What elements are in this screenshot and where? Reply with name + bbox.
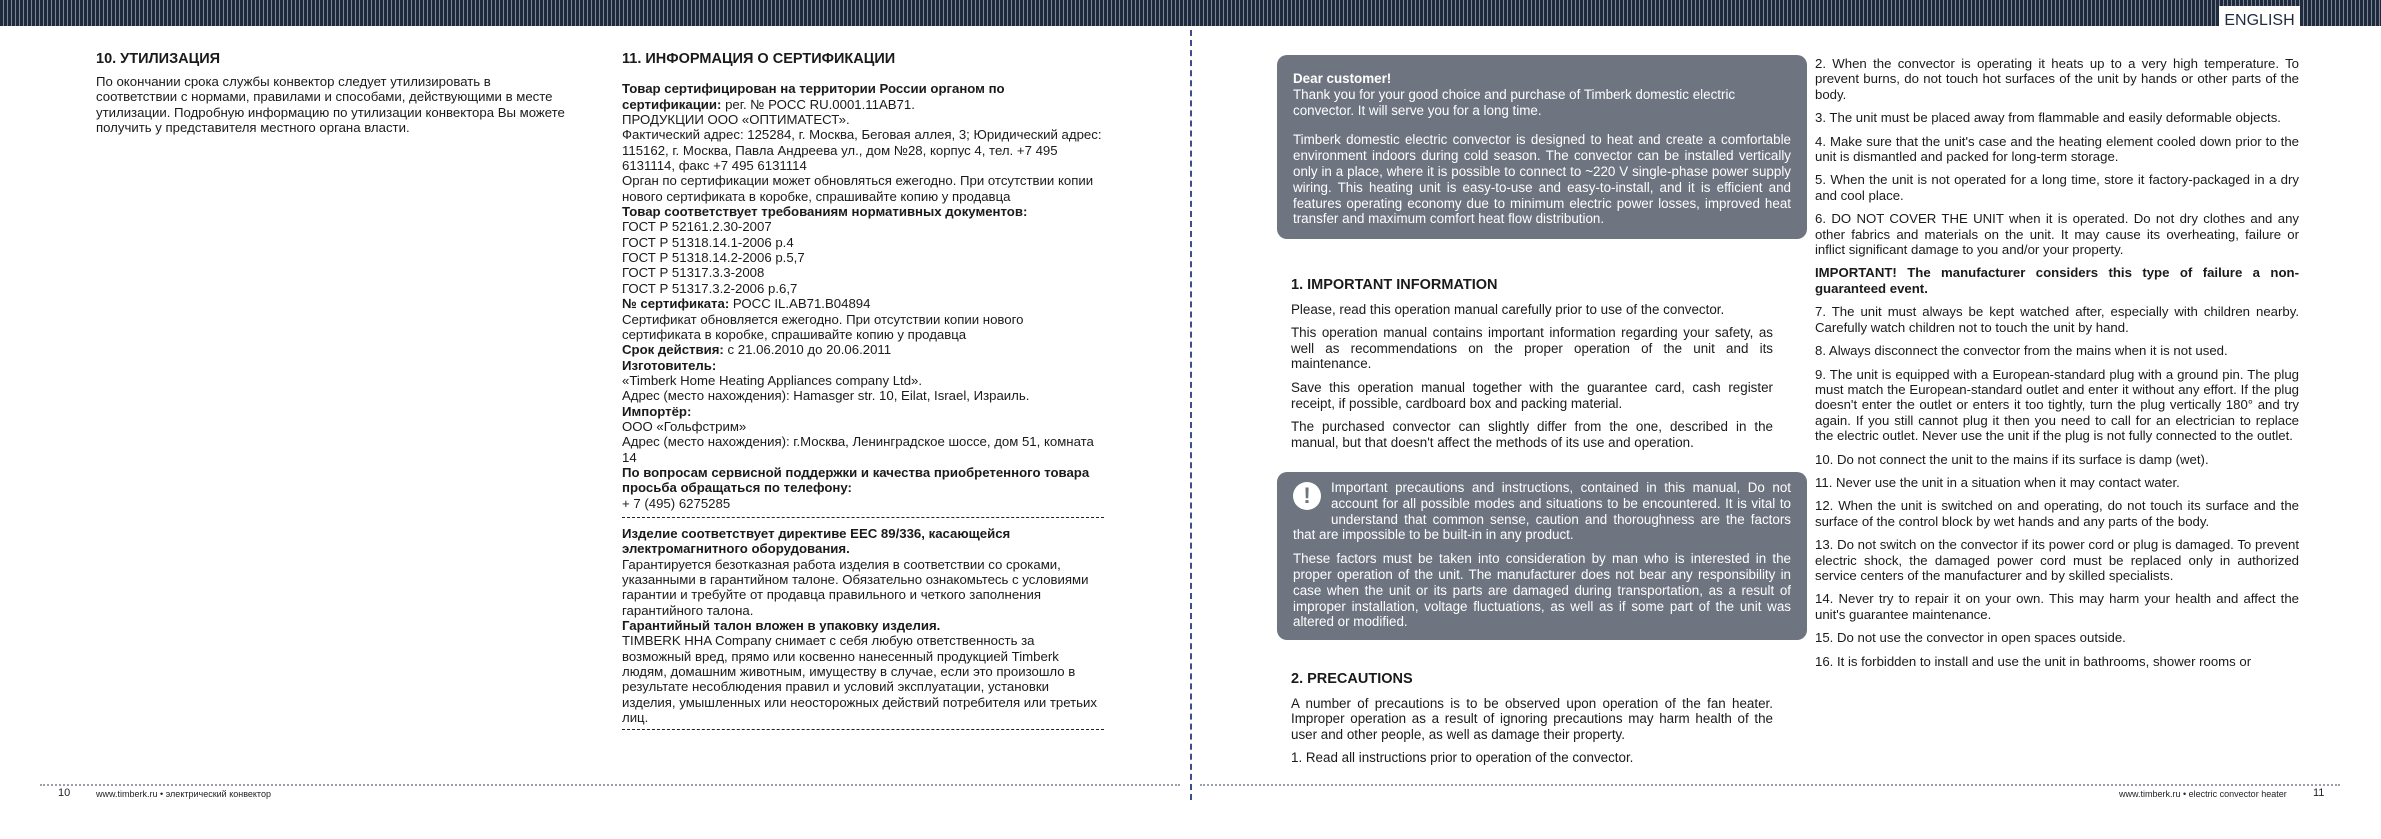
item-6-rest: when it is operated. Do not dry clothes and any other fabrics and materials on the unit. It may cause its overheating, failure or inflict significant damage to you and/or your property. — [1815, 211, 2299, 258]
cert-number-label: № сертификата: — [622, 296, 730, 312]
support-phone: + 7 (495) 6275285 — [622, 495, 731, 511]
page-number-left: 10 — [58, 787, 71, 799]
cert-value: рег. № РОСС RU.0001.11АВ71. — [721, 96, 915, 112]
intro-box — [1277, 55, 1807, 239]
precaution-item-8: 8. Always disconnect the convector from the mains when it is not used. — [1815, 343, 2228, 359]
section-10-text: По окончании срока службы конвектор следует утилизировать в соответствии с нормами, правилами и способами, действующими в месте утилизации. Подробную информацию по утилизации конвектора Вы можете получить у представителя местного органа власти. — [96, 73, 565, 136]
cert-address: Фактический адрес: 125284, г. Москва, Беговая аллея, 3; Юридический адрес: 115162, г. Москва, Павла Андреева ул., дом №28, корпус 4, тел. +7 495 6131114, факс +7 495 6131114 — [622, 127, 1102, 174]
validity — [622, 342, 1104, 357]
precaution-item-6 — [1815, 211, 2299, 257]
maker-label: Изготовитель: — [622, 357, 717, 373]
norms-label: Товар соответствует требованиям нормативных документов: — [622, 204, 1028, 220]
intro-description: Timberk domestic electric convector is designed to heat and create a comfortable environment indoors during cold season. The convector can be installed vertically only in a place, where it is possible to connect to ~220 V single-phase power supply wiring. This heating unit is easy-to-use and easy-to-install, and it is efficient and features operating economy due to minimum electric power losses, improved heat transfer and maximum comfort heat flow distribution. — [1293, 132, 1791, 227]
precaution-item-4: 4. Make sure that the unit's case and the heating element cooled down prior to the unit is dismantled and packed for long-term storage. — [1815, 133, 2299, 165]
cert-renew-note: Орган по сертификации может обновляться ежегодно. При отсутствии копии нового сертификата в коробке, спрашивайте копию у продавца — [622, 173, 1094, 204]
importer-label: Импортёр: — [622, 403, 692, 419]
section-1-title: 1. IMPORTANT INFORMATION — [1291, 277, 1498, 293]
intro-thanks: Thank you for your good choice and purchase of Timberk domestic electric convector. It will serve you for a long time. — [1293, 86, 1736, 118]
precaution-item-3: 3. The unit must be placed away from flammable and easily deformable objects. — [1815, 110, 2281, 126]
precaution-item-1: 1. Read all instructions prior to operation of the convector. — [1291, 750, 1634, 766]
item-6-caps: 6. DO NOT COVER THE UNIT — [1815, 211, 2004, 227]
section-disposal — [96, 52, 566, 136]
precaution-item-5: 5. When the unit is not operated for a long time, store it factory-packaged in a dry and cool place. — [1815, 172, 2299, 203]
precaution-item-15: 15. Do not use the convector in open spaces outside. — [1815, 630, 2126, 646]
warning-p1: Important precautions and instructions, contained in this manual, Do not account for all possible modes and situations to be encountered. It is vital to understand that common sense, caution and thoroughness are the factors that are impossible to be built-in in any product. — [1293, 480, 1791, 543]
validity-label: Срок действия: — [622, 342, 724, 358]
precaution-item-11: 11. Never use the unit in a situation when it may contact water. — [1815, 474, 2180, 490]
section-precautions — [1291, 662, 1773, 774]
maker-name: «Timberk Home Heating Appliances company Ltd». — [622, 372, 923, 388]
page-number-right: 11 — [2313, 787, 2325, 799]
maker-address: Адрес (место нахождения): Hamasger str. 10, Eilat, Israel, Израиль. — [622, 388, 1030, 404]
precaution-item-14: 14. Never try to repair it on your own. This may harm your health and affect the unit's guarantee maintenance. — [1815, 591, 2299, 622]
bottom-dotted-line-right — [1200, 784, 2340, 786]
precaution-item-9: 9. The unit is equipped with a European-standard plug with a ground pin. The plug must match the European-standard outlet and enter it without any effort. If the plug doesn't enter the outlet or enters it too tightly, turn the plug vertically 180° and try again. If you still cannot plug it then you need to call for an electrician to replace the electric outlet. Never use the unit if the plug is not fully connected to the outlet. — [1815, 366, 2299, 444]
warning-icon: ! — [1293, 482, 1321, 510]
eec-label: Изделие соответствует директиве ЕЕС 89/336, касающейся электромагнитного оборудования. — [622, 525, 1011, 557]
precautions-list — [1815, 56, 2299, 677]
cert-number — [622, 296, 1104, 311]
cert-body — [622, 81, 1104, 112]
coupon-label: Гарантийный талон вложен в упаковку изделия. — [622, 618, 941, 634]
section-2-title: 2. PRECAUTIONS — [1291, 671, 1413, 687]
precaution-item-2: 2. When the convector is operating it heats up to a very high temperature. To prevent burns, do not touch hot surfaces of the unit by hands or other parts of the body. — [1815, 56, 2299, 102]
dashed-separator — [622, 729, 1104, 730]
importer-name: ООО «Гольфстрим» — [622, 418, 747, 434]
precaution-item-16: 16. It is forbidden to install and use the unit in bathrooms, shower rooms or — [1815, 653, 2252, 669]
footer-site-left: www.timberk.ru • электрический конвектор — [96, 789, 271, 799]
important-note: IMPORTANT! The manufacturer considers this type of failure a non-guaranteed event. — [1815, 265, 2299, 296]
warranty-text: Гарантируется безотказная работа изделия в соответствии со сроками, указанными в гарантийном талоне. Обязательно ознакомьтесь с условиями гарантии и требуйте от продавца правильного и четкого заполнения гарантийного талона. — [622, 556, 1089, 618]
precaution-item-12: 12. When the unit is switched on and operating, do not touch its surface and the surface of the control block by wet hands and any parts of the body. — [1815, 498, 2299, 529]
warning-box — [1277, 472, 1807, 640]
cert-label: Товар сертифицирован на территории России органом по сертификации: — [622, 81, 1005, 112]
section-10-title: 10. УТИЛИЗАЦИЯ — [96, 51, 221, 67]
section-important-info — [1291, 276, 1773, 458]
precaution-item-13: 13. Do not switch on the convector if its power cord or plug is damaged. To prevent electric shock, the damaged power cord must be replaced only in authorized service centers of the manufacturer and by skilled specialists. — [1815, 537, 2299, 583]
support-label: По вопросам сервисной поддержки и качества приобретенного товара просьба обращаться по телефону: — [622, 464, 1090, 496]
section-1-p4: The purchased convector can slightly differ from the one, described in the manual, but that doesn't affect the methods of its use and operation. — [1291, 419, 1773, 450]
cert-renew-note-2: Сертификат обновляется ежегодно. При отсутствии копии нового сертификата в коробке, спрашивайте копию у продавца — [622, 311, 1024, 342]
section-2-intro: A number of precautions is to be observed upon operation of the fan heater. Improper operation as a result of ignoring precautions may harm health of the user and other people, as well as damage their property. — [1291, 695, 1773, 742]
norm-item: ГОСТ Р 51317.3.3-2008 — [622, 265, 765, 281]
section-11-title: 11. ИНФОРМАЦИЯ О СЕРТИФИКАЦИИ — [622, 51, 896, 67]
section-1-p1: Please, read this operation manual carefully prior to use of the convector. — [1291, 301, 1725, 317]
language-tab: ENGLISH — [2219, 6, 2300, 34]
norm-item: ГОСТ Р 51318.14.2-2006 р.5,7 — [622, 250, 805, 266]
section-1-p3: Save this operation manual together with the guarantee card, cash register receipt, if possible, cardboard box and packing material. — [1291, 379, 1773, 411]
intro-greeting: Dear customer! — [1293, 71, 1392, 86]
liability-text: TIMBERK HHA Company снимает с себя любую ответственность за возможный вред, прямо или косвенно нанесенный продукцией Timberk людям, домашним животным, имуществу в случае, если это произошло в результате несоблюдения правил и условий эксплуатации, установки изделия, умышленных или неосторожных действий потребителя или третьих лиц. — [622, 633, 1097, 726]
norm-item: ГОСТ Р 51318.14.1-2006 р.4 — [622, 234, 794, 250]
page-fold-divider — [1190, 30, 1192, 800]
footer-site-right: www.timberk.ru • electric convector heater — [2119, 789, 2287, 799]
importer-address: Адрес (место нахождения): г.Москва, Ленинградское шоссе, дом 51, комната 14 — [622, 434, 1094, 465]
cert-org: ПРОДУКЦИИ ООО «ОПТИМАТЕСТ». — [622, 112, 850, 128]
dashed-separator — [622, 517, 1104, 518]
top-stripe-bar — [0, 0, 2381, 26]
warning-p2: These factors must be taken into consideration by man who is interested in the proper operation of the unit. The manufacturer does not bear any responsibility in case when the unit or its parts are damaged during transportation, as a result of improper installation, voltage fluctuations, as well as if some part of the unit was altered or modified. — [1293, 551, 1791, 630]
cert-number-value: РОСС IL.АВ71.В04894 — [729, 296, 871, 312]
section-certification — [622, 52, 1104, 738]
norm-item: ГОСТ Р 52161.2.30-2007 — [622, 219, 772, 235]
precaution-item-7: 7. The unit must always be kept watched after, especially with children nearby. Carefully watch children not to touch the unit by hand. — [1815, 304, 2299, 335]
bottom-dotted-line-left — [40, 784, 1180, 786]
section-1-p2: This operation manual contains important information regarding your safety, as well as recommendations on the proper operation of the unit and its maintenance. — [1291, 325, 1773, 372]
norm-item: ГОСТ Р 51317.3.2-2006 р.6,7 — [622, 280, 798, 296]
validity-value: с 21.06.2010 до 20.06.2011 — [723, 342, 892, 358]
precaution-item-10: 10. Do not connect the unit to the mains if its surface is damp (wet). — [1815, 451, 2209, 467]
